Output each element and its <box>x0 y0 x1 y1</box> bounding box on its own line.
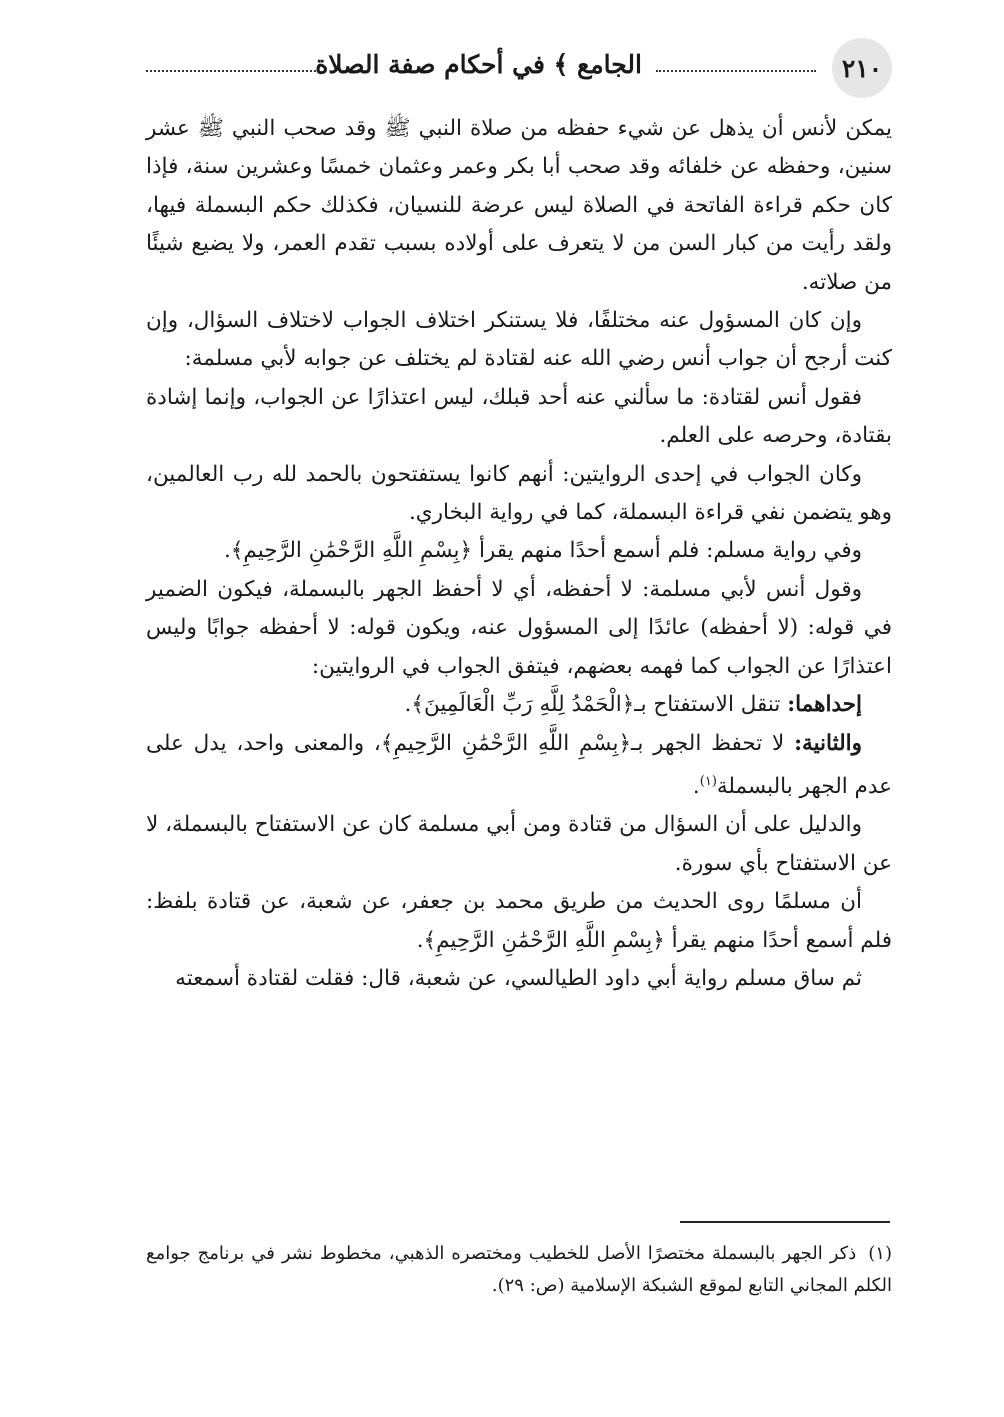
book-title: الجامع ﴾ في أحكام صفة الصلاة <box>315 50 642 79</box>
paragraph: ثم ساق مسلم رواية أبي داود الطيالسي، عن شعبة، قال: فقلت لقتادة أسمعته <box>175 966 862 992</box>
footnote-separator <box>680 1221 890 1223</box>
paragraph: وإن كان المسؤول عنه مختلفًا، فلا يستنكر اختلاف الجواب لاختلاف السؤال، وإن كنت أرجح أن جواب أنس رضي الله عنه لقتادة لم يختلف عن جوابه لأبي مسلمة: <box>146 308 892 372</box>
paragraph: وقول أنس لأبي مسلمة: لا أحفظه، أي لا أحفظ الجهر بالبسملة، فيكون الضمير في قوله: (لا أحفظه) عائدًا إلى المسؤول عنه، ويكون قوله: لا أحفظه جوابًا وليس اعتذارًا عن الجواب كما فهمه بعضهم، فيتفق الجواب في الروايتين: <box>146 576 892 679</box>
main-text <box>146 110 892 999</box>
paragraph: يمكن لأنس أن يذهل عن شيء حفظه من صلاة النبي ﷺ وقد صحب النبي ﷺ عشر سنين، وحفظه عن خلفائه وقد صحب أبا بكر وعمر وعثمان خمسًا وعشرين سنة، فإذا كان حكم قراءة الفاتحة في الصلاة ليس عرضة للنسيان، فكذلك حكم البسملة فيها، ولقد رأيت من كبار السن من لا يتعرف على أولاده بسبب تقدم العمر، ولا يضيع شيئًا من صلاته. <box>146 116 892 295</box>
footnotes <box>146 1238 892 1302</box>
paragraph <box>146 686 892 724</box>
paragraph: والدليل على أن السؤال من قتادة ومن أبي مسلمة كان عن الاستفتاح بالبسملة، لا عن الاستفتاح بأي سورة. <box>146 812 892 876</box>
paragraph <box>146 725 892 807</box>
footnote <box>146 1238 892 1302</box>
paragraph: وفي رواية مسلم: فلم أسمع أحدًا منهم يقرأ ﴿بِسْمِ اللَّهِ الرَّحْمَٰنِ الرَّحِيمِ﴾. <box>224 538 862 564</box>
footnote-marker[interactable]: (١) <box>699 773 717 789</box>
paragraph-label: إحداهما: <box>787 692 862 718</box>
page-header <box>146 38 892 102</box>
paragraph-tail: . <box>692 774 700 800</box>
page-number: ٢١٠ <box>832 38 892 98</box>
footnote-number: (١) <box>868 1243 892 1264</box>
header-dotted-rule-right <box>656 70 816 72</box>
paragraph-text: تنقل الاستفتاح بـ﴿الْحَمْدُ لِلَّهِ رَبِّ الْعَالَمِينَ﴾. <box>404 692 788 718</box>
footnote-text: ذكر الجهر بالبسملة مختصرًا الأصل للخطيب ومختصره الذهبي، مخطوط نشر في برنامج جوامع الكلم المجاني التابع لموقع الشبكة الإسلامية (ص: ٢٩). <box>146 1243 892 1296</box>
header-dotted-rule-left <box>146 70 316 72</box>
paragraph-text: لا تحفظ الجهر بـ﴿بِسْمِ اللَّهِ الرَّحْمَٰنِ الرَّحِيمِ﴾، والمعنى واحد، يدل على عدم الجهر بالبسملة <box>146 730 892 800</box>
paragraph: فقول أنس لقتادة: ما سألني عنه أحد قبلك، ليس اعتذارًا عن الجواب، وإنما إشادة بقتادة، وحرصه على العلم. <box>146 384 892 449</box>
paragraph: وكان الجواب في إحدى الروايتين: أنهم كانوا يستفتحون بالحمد لله رب العالمين، وهو يتضمن نفي قراءة البسملة، كما في رواية البخاري. <box>146 461 892 526</box>
paragraph-label: والثانية: <box>794 730 862 756</box>
paragraph: أن مسلمًا روى الحديث من طريق محمد بن جعفر، عن شعبة، عن قتادة بلفظ: فلم أسمع أحدًا منهم يقرأ ﴿بِسْمِ اللَّهِ الرَّحْمَٰنِ الرَّحِيمِ﴾. <box>146 889 892 953</box>
